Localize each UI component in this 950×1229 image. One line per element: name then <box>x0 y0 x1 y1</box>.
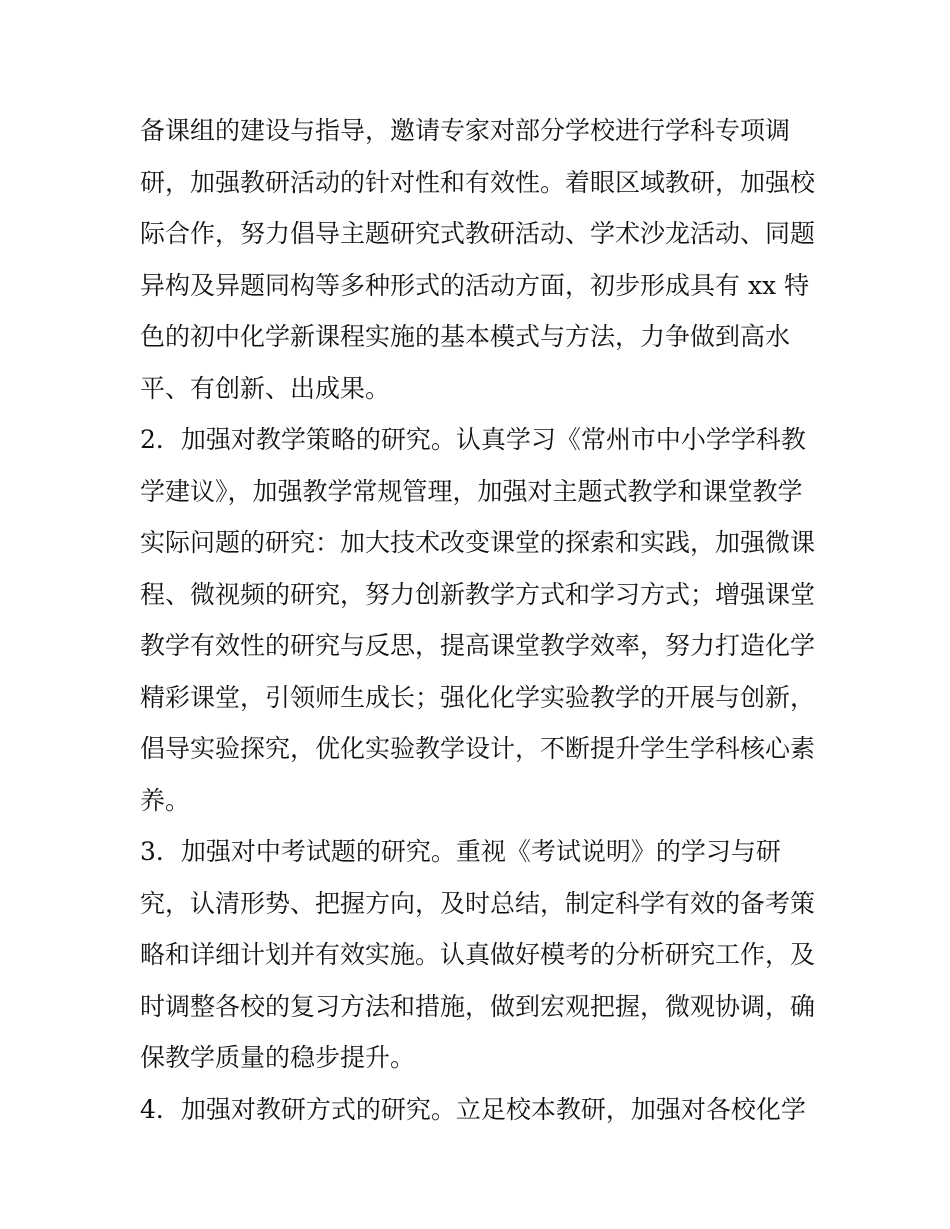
text-line: 异构及异题同构等多种形式的活动方面，初步形成具有 xx 特 <box>140 270 810 300</box>
text-line: 教学有效性的研究与反思，提高课堂教学效率，努力打造化学 <box>140 631 816 660</box>
text-line: 时调整各校的复习方法和措施，做到宏观把握，微观协调，确 <box>140 991 816 1021</box>
text-line: 程、微视频的研究，努力创新教学方式和学习方式；增强课堂 <box>140 579 816 609</box>
text-line: 倡导实验探究，优化实验教学设计，不断提升学生学科核心素 <box>140 734 816 763</box>
section-4-heading-line: 4．加强对教研方式的研究。立足校本教研，加强对各校化学 <box>140 1094 806 1124</box>
text-line: 略和详细计划并有效实施。认真做好模考的分析研究工作，及 <box>140 940 816 969</box>
text-line: 养。 <box>140 785 191 815</box>
body-text <box>140 105 830 1135</box>
text-line: 保教学质量的稳步提升。 <box>140 1043 416 1072</box>
text-line: 究，认清形势、把握方向，及时总结，制定科学有效的备考策 <box>140 888 816 918</box>
text-line: 平、有创新、出成果。 <box>140 373 391 403</box>
text-line: 色的初中化学新课程实施的基本模式与方法，力争做到高水 <box>140 322 791 351</box>
text-line: 实际问题的研究：加大技术改变课堂的探索和实践，加强微课 <box>140 528 816 557</box>
text-line: 备课组的建设与指导，邀请专家对部分学校进行学科专项调 <box>140 116 791 145</box>
section-2-heading-line: 2．加强对教学策略的研究。认真学习《常州市中小学学科教 <box>140 425 806 454</box>
text-line: 学建议》，加强教学常规管理，加强对主题式教学和课堂教学 <box>140 476 803 506</box>
section-3-heading-line: 3．加强对中考试题的研究。重视《考试说明》的学习与研 <box>140 837 781 866</box>
text-line: 精彩课堂，引领师生成长；强化化学实验教学的开展与创新， <box>140 682 816 712</box>
text-line: 际合作，努力倡导主题研究式教研活动、学术沙龙活动、同题 <box>140 219 816 248</box>
text-line: 研，加强教研活动的针对性和有效性。着眼区域教研，加强校 <box>140 167 816 197</box>
